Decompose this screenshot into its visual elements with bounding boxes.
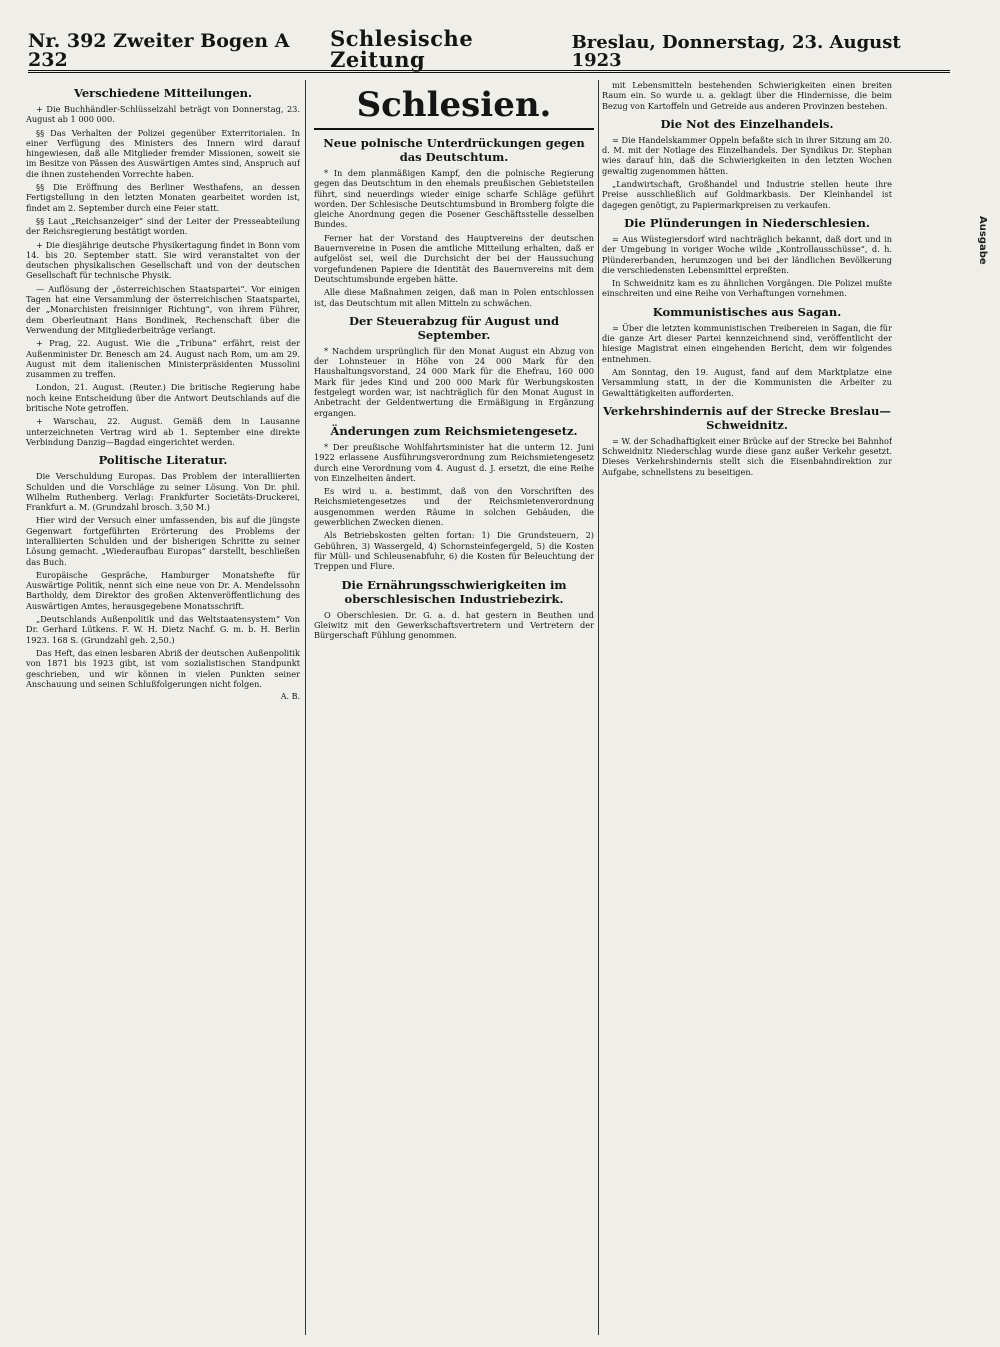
article-paragraph: Das Heft, das einen lesbaren Abriß der deutschen Außenpolitik von 1871 bis 1923 gibt, ist vom sozialistischen Standpunkt geschrieben, und wir können in vielen Punkten seiner Anschauung und seinen Schlußfolgerungen nicht folgen. (26, 647, 300, 689)
article-heading: Die Ernährungsschwierigkeiten im oberschlesischen Industriebezirk. (341, 577, 567, 606)
article-paragraph: + Die Buchhändler-Schlüsselzahl beträgt von Donnerstag, 23. August ab 1 000 000. (26, 104, 300, 125)
column-left (26, 80, 300, 1335)
signature: A. B. (280, 692, 300, 702)
article-paragraph: + Warschau, 22. August. Gemäß dem in Lausanne unterzeichneten Vertrag wird ab 1. September eine direkte Verbindung Danzig—Bagdad eingerichtet werden. (26, 416, 300, 447)
article-paragraph: Ferner hat der Vorstand des Hauptvereins der deutschen Bauernvereine in Posen die amtliche Mitteilung erhalten, daß er aufgelöst sei, weil die Durchsicht der bei der Haussuchung vorgefundenen Papiere die Identität des Bauernvereins mit dem Deutschtumsbunde ergeben hätte. (314, 232, 594, 284)
article-paragraph: = W. der Schadhaftigkeit einer Brücke auf der Strecke bei Bahnhof Schweidnitz Niederschlag wurde diese ganz außer Verkehr gesetzt. Dieses Verkehrshindernis stellt sich die Eisenbahndirektion zur Aufgabe, schnellstens zu beseitigen. (602, 435, 892, 477)
column-rule (598, 80, 599, 1335)
article-paragraph: Es wird u. a. bestimmt, daß von den Vorschriften des Reichsmietengesetzes und der Reichsmietenverordnung ausgenommen werden Räume in solchen Gebäuden, die gewerblichen Zwecken dienen. (314, 486, 594, 528)
article-paragraph: = Die Handelskammer Oppeln befaßte sich in ihrer Sitzung am 20. d. M. mit der Notlage des Einzelhandels. Der Syndikus Dr. Stephan wies darauf hin, daß die Schwierigkeiten in den letzten Wochen gewaltig zugenommen hätten. (602, 134, 892, 176)
heading-misc: Verschiedene Mitteilungen. (73, 86, 253, 100)
article-paragraph: = Über die letzten kommunistischen Treibereien in Sagan, die für die ganze Art dieser Partei kennzeichnend sind, veröffentlicht der hiesige Magistrat einen eingehenden Bericht, dem wir folgendes entnehmen. (602, 322, 892, 364)
edge-label: Ausgabe (977, 215, 988, 265)
article-paragraph: * Nachdem ursprünglich für den Monat August ein Abzug von der Lohnsteuer in Höhe von 24 000 Mark für den Haushaltungsvorstand, 24 000 Mark für die Ehefrau, 160 000 Mark für jedes Kind und 200 000 Mark für Werbungskosten festgelegt worden war, ist nachträglich für den Monat August in Anbetracht der Geldentwertung die Ermäßigung in Ergänzung ergangen. (314, 345, 594, 418)
heading-literature: Politische Literatur. (98, 453, 228, 468)
article-paragraph: + Die diesjährige deutsche Physikertagung findet in Bonn vom 14. bis 20. September statt. Sie wird veranstaltet von der deutschen physikalischen Gesellschaft und von der deutschen Gesellschaft für technische Physik. (26, 239, 300, 281)
article-heading: Die Plünderungen in Niederschlesien. (624, 215, 870, 230)
column-middle (314, 80, 594, 1335)
issue-number: Nr. 392 Zweiter Bogen A 232 (28, 30, 290, 71)
article-paragraph: „Landwirtschaft, Großhandel und Industrie stellen heute ihre Preise ausschließlich auf Goldmarkbasis. Der Kleinhandel ist dagegen genötigt, zu Papiermarkpreisen zu verkaufen. (602, 179, 892, 210)
column-right (602, 80, 892, 1335)
article-paragraph: London, 21. August. (Reuter.) Die britische Regierung habe noch keine Entscheidung über die Antwort Deutschlands auf die britische Note getroffen. (26, 382, 300, 414)
article-paragraph: — Auflösung der „österreichischen Staatspartei“. Vor einigen Tagen hat eine Versammlung der österreichischen Staatspartei, der „Monarchisten freisinniger Richtung“, von ihrem Führer, dem Oberleutnant Hans Bondinek, Rechenschaft über die Verwendung der Mitgliederbeiträge verlangt. (26, 283, 300, 335)
article-paragraph: In Schweidnitz kam es zu ähnlichen Vorgängen. Die Polizei mußte einschreiten und eine Reihe von Verhaftungen vornehmen. (602, 278, 892, 299)
article-paragraph: + Prag, 22. August. Wie die „Tribuna“ erfährt, reist der Außenminister Dr. Benesch am 24. August nach Rom, um am 29. August mit dem italienischen Ministerpräsidenten Mussolini zusammen zu treffen. (26, 338, 300, 380)
article-paragraph: * In dem planmäßigen Kampf, den die polnische Regierung gegen das Deutschtum in den ehemals preußischen Gebietsteilen führt, sind neuerdings wieder einige scharfe Schläge geführt worden. Der Schlesische Deutschtumsbund in Bromberg folgte die gleiche Anordnung gegen die Posener Geschäftsstelle desselben Bundes. (314, 168, 594, 230)
article-heading: Änderungen zum Reichsmietengesetz. (330, 423, 578, 438)
section-title: Schlesien. (314, 86, 594, 130)
masthead (28, 26, 950, 73)
article-paragraph: = Aus Wüstegiersdorf wird nachträglich bekannt, daß dort und in der Umgebung in voriger Woche wilde „Kontrollausschüsse“, d. h. Plündererbanden, herumzogen und bei der ländlichen Bevölkerung die verschiedensten Lebensmittel erpreßten. (602, 233, 892, 275)
article-heading: Kommunistisches aus Sagan. (652, 304, 842, 319)
column-rule (305, 80, 306, 1335)
article-heading: Verkehrshindernis auf der Strecke Breslau—Schweidnitz. (603, 403, 891, 432)
article-paragraph: Europäische Gespräche, Hamburger Monatshefte für Auswärtige Politik, nennt sich eine neue von Dr. A. Mendelssohn Bartholdy, dem Direktor des großen Aktenveröffentlichung des Auswärtigen Amtes, herausgegebene Monatsschrift. (26, 569, 300, 611)
article-paragraph: Am Sonntag, den 19. August, fand auf dem Marktplatze eine Versammlung statt, in der die Kommunisten die Arbeiter zu Gewalttätigkeiten aufforderten. (602, 366, 892, 398)
article-heading: Die Not des Einzelhandels. (660, 116, 834, 131)
article-paragraph: Die Verschuldung Europas. Das Problem der interalliierten Schulden und die Vorschläge zu seiner Lösung. Von Dr. phil. Wilhelm Ruthenberg. Verlag: Frankfurter Societäts-Druckerei, Frankfurt a. M. (Grundzahl brosch. 3,50 M.) (26, 471, 300, 513)
article-paragraph: §§ Laut „Reichsanzeiger“ sind der Leiter der Presseabteilung der Reichsregierung bestätigt worden. (26, 215, 300, 237)
newspaper-title: Schlesische Zeitung (330, 26, 474, 72)
article-paragraph: Alle diese Maßnahmen zeigen, daß man in Polen entschlossen ist, das Deutschtum mit allen Mitteln zu schwächen. (314, 287, 594, 308)
article-paragraph: §§ Das Verhalten der Polizei gegenüber Exterritorialen. In einer Verfügung des Ministers des Innern wird darauf hingewiesen, daß alle Mitglieder fremder Missionen, soweit sie im Besitze von Pässen des Auswärtigen Amtes sind, Anspruch auf die ihnen zustehenden Vorrechte haben. (26, 127, 300, 179)
article-paragraph: mit Lebensmitteln bestehenden Schwierigkeiten einen breiten Raum ein. So wurde u. a. geklagt über die Hindernisse, die beim Bezug von Kartoffeln und Getreide aus anderen Provinzen bestehen. (602, 80, 892, 111)
article-heading: Der Steuerabzug für August und September. (348, 313, 560, 342)
article-paragraph: O Oberschlesien. Dr. G. a. d. hat gestern in Beuthen und Gleiwitz mit den Gewerkschaftsvertretern und Vertretern der Bürgerschaft Fühlung genommen. (314, 609, 594, 641)
article-heading: Neue polnische Unterdrückungen gegen das Deutschtum. (323, 136, 585, 164)
article-paragraph: Hier wird der Versuch einer umfassenden, bis auf die jüngste Gegenwart fortgeführten Erörterung des Problems der interalliierten Schulden und der bisherigen Schritte zu seiner Lösung gemacht. „Wiederaufbau Europas“ darstellt, beschließen das Buch. (26, 515, 300, 567)
article-paragraph: „Deutschlands Außenpolitik und das Weltstaatensystem“ Von Dr. Gerhard Lütkens. F. W. H. Dietz Nachf. G. m. b. H. Berlin 1923. 168 S. (Grundzahl geh. 2,50.) (26, 614, 300, 645)
issue-date: Breslau, Donnerstag, 23. August 1923 (571, 32, 901, 71)
article-paragraph: * Der preußische Wohlfahrtsminister hat die unterm 12. Juni 1922 erlassene Ausführungsverordnung zum Reichsmietengesetz durch eine Verordnung vom 4. August d. J. ersetzt, die eine Reihe von Einzelheiten ändert. (314, 441, 594, 483)
article-paragraph: §§ Die Eröffnung des Berliner Westhafens, an dessen Fertigstellung in den letzten Monaten gearbeitet worden ist, findet am 2. September durch eine Feier statt. (26, 182, 300, 213)
article-paragraph: Als Betriebskosten gelten fortan: 1) Die Grundsteuern, 2) Gebühren, 3) Wassergeld, 4) Schornsteinfegergeld, 5) die Kosten für Müll- und Schleusenabfuhr, 6) die Kosten für Beleuchtung der Treppen und Flure. (314, 530, 594, 572)
